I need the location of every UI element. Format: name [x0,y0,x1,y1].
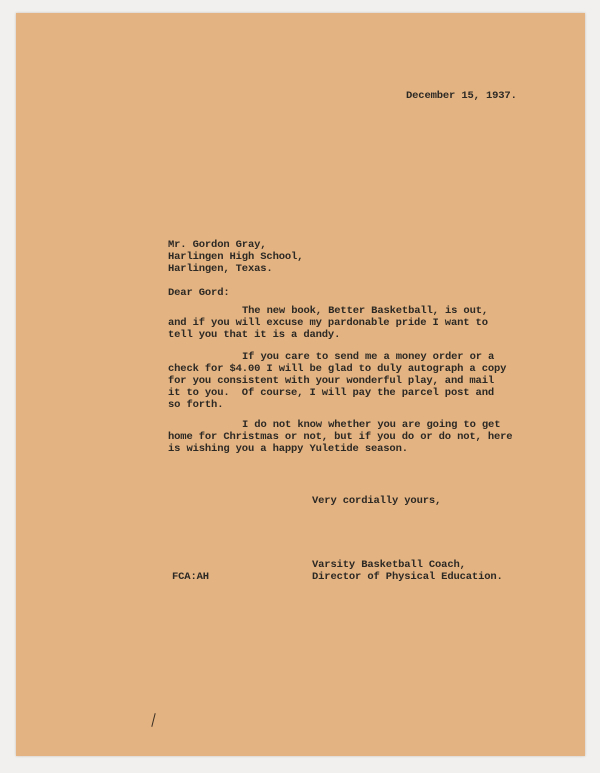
paragraph-3-line-1: I do not know whether you are going to get [242,419,501,431]
paragraph-3-line-2: home for Christmas or not, but if you do or do not, here [168,431,513,443]
pencil-mark [151,713,155,727]
paragraph-2-line-3: for you consistent with your wonderful play, and mail [168,375,495,387]
paragraph-1-line-1: The new book, Better Basketball, is out, [242,305,489,317]
typist-initials: FCA:AH [172,571,209,583]
salutation: Dear Gord: [168,287,230,299]
paragraph-2-line-5: so forth. [168,399,224,411]
recipient-city: Harlingen, Texas. [168,263,273,275]
letter-page [16,13,585,756]
paragraph-2-line-4: it to you. Of course, I will pay the parcel post and [168,387,495,399]
recipient-school: Harlingen High School, [168,251,304,263]
recipient-name: Mr. Gordon Gray, [168,239,267,251]
paragraph-2-line-1: If you care to send me a money order or a [242,351,495,363]
letter-date: December 15, 1937. [406,90,517,102]
signature-title-2: Director of Physical Education. [312,571,503,583]
paragraph-2-line-2: check for $4.00 I will be glad to duly autograph a copy [168,363,507,375]
closing: Very cordially yours, [312,495,442,507]
paragraph-3-line-3: is wishing you a happy Yuletide season. [168,443,408,455]
paragraph-1-line-2: and if you will excuse my pardonable pride I want to [168,317,488,329]
paragraph-1-line-3: tell you that it is a dandy. [168,329,341,341]
signature-title-1: Varsity Basketball Coach, [312,559,466,571]
